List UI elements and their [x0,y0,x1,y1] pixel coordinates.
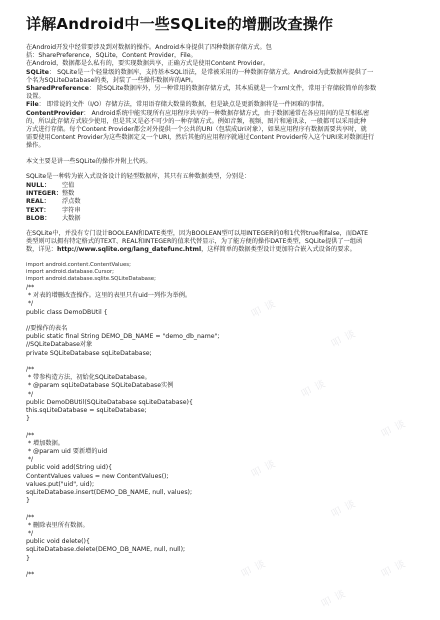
code-line [26,423,418,431]
note-line: 在SQLite中，并没有专门设计BOOLEAN和DATE类型，因为BOOLEAN型可以用INTEGER的0和1代替true和false，而DATE [26,230,369,238]
types-intro-line: SQLite是一种转为嵌入式设备设计的轻型数据库，其只有五种数据类型，分别是： [26,172,251,180]
code-line [26,505,418,513]
summary-paragraph [26,158,418,166]
data-type-name: REAL： [26,198,50,206]
data-type-name: NULL： [26,182,51,190]
import-line: import android.database.Cursor; [26,269,114,276]
intro-line: 设置。 [26,93,45,101]
intro-line: 个名为SQLiteDatabase的类，封装了一些操作数据库的API。 [26,76,197,84]
code-line: * 带参构造方法，初始化SQLiteDatabase。 [26,374,151,382]
code-line: ContentValues values = new ContentValues(); [26,472,169,480]
code-line: /** [26,365,35,373]
code-line: */ [26,529,34,537]
data-type-desc: 整数 [62,190,75,198]
code-line: this.sqLiteDatabase = sqLiteDatabase; [26,406,147,414]
import-line: import android.database.sqlite.SQLiteDatabase; [26,276,156,283]
code-line: sqLiteDatabase.insert(DEMO_DB_NAME, null, values); [26,488,193,496]
code-line: /** [26,513,35,521]
code-line: * 对表的增删改查操作。这里的表里只有uid一列作为举例。 [26,292,192,300]
data-type-name: TEXT： [26,206,50,214]
code-line: /** [26,283,35,291]
watermark-mark: 叩 谈 [329,328,359,351]
code-line: public void delete(){ [26,538,90,546]
code-line: * 增加数据。 [26,439,64,447]
data-types-list [26,182,418,223]
code-line: */ [26,390,34,398]
note-paragraph [26,230,418,255]
intro-paragraph [26,44,418,151]
intro-line: File： 即常说的文件（I/O）存储方法，常用语存储大数量的数据，但是缺点是更新数据将是一件困难的事情。 [26,101,328,109]
intro-line: SharedPreference： 除SQLite数据库外，另一种常用的数据存储方式，其本质就是一个xml文件，常用于存储较简单的参数 [26,85,377,93]
watermark-mark: 叩 谈 [329,498,359,521]
data-type-desc: 浮点数 [62,198,81,206]
data-type-row [26,182,418,190]
code-line [26,358,418,366]
code-line: public static final String DEMO_DB_NAME = "demo_db_name"; [26,333,220,341]
code-line: private SQLiteDatabase sqLiteDatabase; [26,349,152,357]
watermark-mark: 叩 谈 [249,458,279,481]
data-type-row [26,198,418,206]
intro-term: SQLite [26,68,49,76]
intro-term: File [26,101,39,109]
note-line: 数，详见：http://www.sqlite.org/lang_datefunc.html，这样简单的数据类型设计更加符合嵌入式设备的要求。 [26,246,356,254]
code-line [26,563,418,571]
intro-line: 括：SharePreference，SQLite，Content Provider，File。 [26,52,197,60]
intro-term: ContentProvider [26,109,84,117]
summary-line: 本文主要是讲一些SQLite的操作并附上代码。 [26,157,152,165]
intro-line: 操作。 [26,142,45,150]
watermark-mark: 叩 谈 [319,588,349,611]
code-line: //SQLiteDatabase对象 [26,341,93,349]
code-line: sqLiteDatabase.delete(DEMO_DB_NAME, null, null); [26,546,186,554]
page-title: 详解Android中一些SQLite的增删改查操作 [26,15,334,33]
data-type-desc: 字符串 [62,206,81,214]
intro-line: 在Android开发中经常要涉及到对数据的操作。Android本身提供了四种数据存储方式。包 [26,44,272,51]
data-type-name: BLOB： [26,214,51,222]
code-line: */ [26,456,34,464]
import-line: import android.content.ContentValues; [26,261,131,268]
intro-line: 需要使用Content Provider为这些数据定义一个URI，然后其他的应用程序就通过Content Provider传入这个URI来对数据进行 [26,134,375,142]
watermark-mark: 叩 谈 [379,558,409,581]
watermark-mark: 叩 谈 [299,378,329,401]
code-line: public DemoDBUtil(SQLiteDatabase sqLiteDatabase){ [26,398,193,406]
data-type-name: INTEGER： [26,190,63,198]
code-line [26,317,418,325]
code-line: * @param sqLiteDatabase SQLiteDatabase实例 [26,382,174,390]
intro-line: SQLite： SQLite是一个轻量级的数据库，支持基本SQL语法，是常被采用的一种数据存储方式。Android为此数据库提供了一 [26,68,374,76]
watermark-mark: 叩 谈 [249,298,279,321]
data-type-row [26,207,418,215]
code-block [26,284,418,579]
data-type-desc: 空值 [62,182,75,190]
watermark-mark: 叩 谈 [379,418,409,441]
data-type-row [26,215,418,223]
data-type-desc: 大数据 [62,214,81,222]
code-line: //要操作的表名 [26,324,68,332]
watermark-mark: 叩 谈 [239,558,269,581]
code-line: } [26,554,30,562]
sqlite-date-functions-link[interactable]: http://www.sqlite.org/lang_datefunc.html [56,246,202,254]
code-line: values.put("uid", uid); [26,480,95,488]
types-intro-paragraph [26,173,418,181]
code-line: */ [26,300,34,308]
intro-term: SharedPreference [26,85,89,93]
code-line: public class DemoDBUtil { [26,308,108,316]
code-line: } [26,415,30,423]
data-type-row [26,190,418,198]
code-line: * @param uid 要新增的uid [26,447,108,455]
code-line: } [26,497,30,505]
intro-line: 方式进行存储。每个Content Provider都会对外提供一个公共的URI（包装成Uri对象），如果应用程序有数据需要共享时，就 [26,126,367,134]
import-block [26,262,418,284]
code-line: /** [26,570,35,578]
code-line: /** [26,431,35,439]
intro-line: 的，所以此存储方式较少使用，但是其又是必不可少的一种存储方式。例如音频，视频，图片和通讯录，一般都可以采用此种 [26,117,367,125]
note-line: 类型则可以拥有特定格式的TEXT、REAL和INTEGER的值来代替显示，为了能方便的操作DATE类型，SQLite提供了一组函 [26,238,363,246]
code-line: public void add(String uid){ [26,464,113,472]
intro-line: ContentProvider： Android系统中能实现所有应用程序共享的一种数据存储方式，由于数据通常在各应用间的是互相私密 [26,109,370,117]
intro-line: 在Android，数据都是么私有的，要实现数据共享，正确方式是使用Content Provider。 [26,60,270,68]
code-line: * 删除表里所有数据。 [26,521,89,529]
